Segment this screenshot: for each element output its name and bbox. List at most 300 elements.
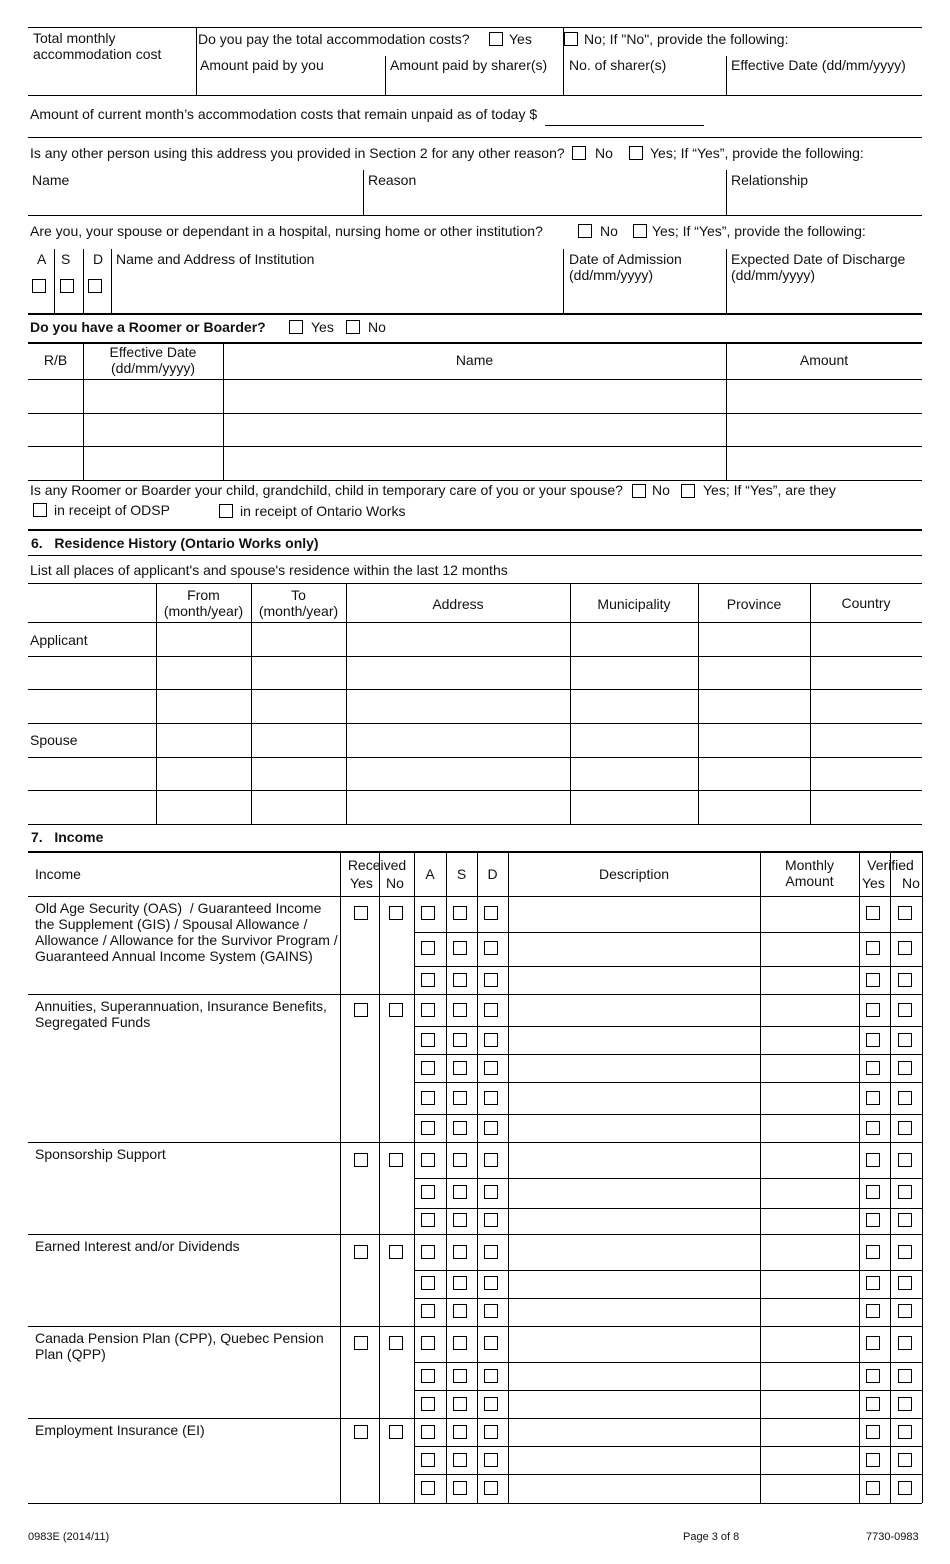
other-person-no-checkbox[interactable] — [572, 146, 586, 160]
income-verified-yes-checkbox[interactable] — [866, 1245, 880, 1259]
income-applicant-checkbox[interactable] — [421, 941, 435, 955]
income-verified-yes-checkbox[interactable] — [866, 1304, 880, 1318]
income-right-border — [922, 851, 923, 1503]
roomer-rb-input[interactable] — [32, 382, 84, 412]
roomer-effective-date-input[interactable] — [88, 449, 224, 479]
pay-total-no-label: No; If "No", provide the following: — [584, 31, 789, 47]
income-applicant-checkbox[interactable] — [421, 1033, 435, 1047]
income-verified-no-checkbox[interactable] — [898, 1397, 912, 1411]
institution-col-d: D — [93, 251, 104, 267]
residence-cell-input[interactable] — [350, 660, 570, 687]
income-spouse-checkbox[interactable] — [453, 1091, 467, 1105]
institution-col-s: S — [61, 251, 71, 267]
income-col-verified-yes: Yes — [862, 875, 885, 891]
income-header-bottom-rule — [28, 896, 922, 897]
residence-row-rule — [28, 689, 922, 690]
income-verified-yes-checkbox[interactable] — [866, 1213, 880, 1227]
residence-cell-input[interactable] — [702, 660, 810, 687]
roomer-amount-input[interactable] — [731, 416, 923, 445]
institution-dependant-checkbox[interactable] — [88, 279, 102, 293]
income-dependant-checkbox[interactable] — [484, 1121, 498, 1135]
income-monthly-amount-input[interactable] — [764, 997, 860, 1025]
income-monthly-amount-input[interactable] — [764, 935, 860, 965]
income-applicant-checkbox[interactable] — [421, 1453, 435, 1467]
income-received-yes-checkbox[interactable] — [354, 1425, 368, 1439]
income-spouse-checkbox[interactable] — [453, 906, 467, 920]
income-applicant-checkbox[interactable] — [421, 1153, 435, 1167]
institution-yes-checkbox[interactable] — [633, 224, 647, 238]
residence-cell-input[interactable] — [574, 727, 698, 755]
institution-applicant-checkbox[interactable] — [32, 279, 46, 293]
income-description-input[interactable] — [512, 935, 760, 965]
income-verified-no-checkbox[interactable] — [898, 1061, 912, 1075]
roomer-no-checkbox[interactable] — [346, 320, 360, 334]
income-description-input[interactable] — [512, 1329, 760, 1361]
residence-cell-input[interactable] — [702, 626, 810, 654]
income-applicant-checkbox[interactable] — [421, 1425, 435, 1439]
income-dependant-checkbox[interactable] — [484, 1033, 498, 1047]
vertical-rule — [385, 56, 386, 95]
vertical-rule — [379, 851, 380, 1503]
income-received-no-checkbox[interactable] — [389, 1336, 403, 1350]
roomer-col-rb: R/B — [43, 352, 68, 368]
income-monthly-amount-input[interactable] — [764, 1211, 860, 1233]
amount-paid-by-you-label: Amount paid by you — [200, 57, 324, 73]
income-applicant-checkbox[interactable] — [421, 1245, 435, 1259]
unpaid-amount-input[interactable] — [548, 104, 706, 126]
income-verified-no-checkbox[interactable] — [898, 1003, 912, 1017]
income-spouse-checkbox[interactable] — [453, 1369, 467, 1383]
income-spouse-checkbox[interactable] — [453, 1336, 467, 1350]
income-col-received-no: No — [386, 875, 404, 891]
vertical-rule — [508, 851, 509, 1503]
income-dependant-checkbox[interactable] — [484, 1304, 498, 1318]
income-applicant-checkbox[interactable] — [421, 1185, 435, 1199]
income-dependant-checkbox[interactable] — [484, 906, 498, 920]
income-applicant-checkbox[interactable] — [421, 1276, 435, 1290]
income-applicant-checkbox[interactable] — [421, 1304, 435, 1318]
income-verified-no-checkbox[interactable] — [898, 1033, 912, 1047]
income-spouse-checkbox[interactable] — [453, 1397, 467, 1411]
income-spouse-checkbox[interactable] — [453, 1061, 467, 1075]
income-type-label: Old Age Security (OAS) / Guaranteed Income the Supplement (GIS) / Spousal Allowance / Allowance / Allowance for the Survivor Program / Guaranteed Annual Income System (GAINS) — [35, 900, 338, 964]
other-person-relationship-input[interactable] — [731, 190, 923, 214]
income-monthly-amount-input[interactable] — [764, 1273, 860, 1297]
income-received-yes-checkbox[interactable] — [354, 1336, 368, 1350]
income-verified-yes-checkbox[interactable] — [866, 973, 880, 987]
income-dependant-checkbox[interactable] — [484, 1336, 498, 1350]
roomer-relative-no-checkbox[interactable] — [632, 484, 646, 498]
income-dependant-checkbox[interactable] — [484, 1397, 498, 1411]
vertical-rule — [570, 583, 571, 824]
income-dependant-checkbox[interactable] — [484, 1245, 498, 1259]
income-description-input[interactable] — [512, 1393, 760, 1417]
other-person-yes-checkbox[interactable] — [629, 146, 643, 160]
income-verified-no-checkbox[interactable] — [898, 941, 912, 955]
roomer-relative-yes-checkbox[interactable] — [681, 484, 695, 498]
income-verified-no-checkbox[interactable] — [898, 1213, 912, 1227]
income-verified-no-checkbox[interactable] — [898, 1425, 912, 1439]
residence-cell-input[interactable] — [255, 794, 346, 822]
income-verified-no-checkbox[interactable] — [898, 1453, 912, 1467]
income-verified-no-checkbox[interactable] — [898, 1185, 912, 1199]
income-received-no-checkbox[interactable] — [389, 1245, 403, 1259]
income-monthly-amount-input[interactable] — [764, 1301, 860, 1325]
income-description-input[interactable] — [512, 1237, 760, 1269]
institution-yes-label: Yes; If “Yes”, provide the following: — [652, 223, 866, 239]
residence-cell-input[interactable] — [160, 761, 251, 788]
income-monthly-amount-input[interactable] — [764, 1145, 860, 1177]
income-verified-yes-checkbox[interactable] — [866, 1481, 880, 1495]
pay-total-yes-label: Yes — [509, 31, 532, 47]
income-dependant-checkbox[interactable] — [484, 941, 498, 955]
income-subrow-rule — [414, 1446, 922, 1447]
income-spouse-checkbox[interactable] — [453, 1185, 467, 1199]
pay-total-question: Do you pay the total accommodation costs? — [198, 31, 470, 47]
income-col-verified-no: No — [902, 875, 920, 891]
income-monthly-amount-input[interactable] — [764, 1057, 860, 1081]
income-verified-yes-checkbox[interactable] — [866, 906, 880, 920]
other-person-no-label: No — [595, 145, 613, 161]
expected-discharge-label: Expected Date of Discharge (dd/mm/yyyy) — [731, 251, 906, 283]
income-verified-yes-checkbox[interactable] — [866, 1091, 880, 1105]
income-monthly-amount-input[interactable] — [764, 969, 860, 993]
income-monthly-amount-input[interactable] — [764, 1449, 860, 1473]
residence-cell-input[interactable] — [814, 727, 922, 755]
residence-cell-input[interactable] — [350, 626, 570, 654]
income-verified-no-checkbox[interactable] — [898, 1369, 912, 1383]
income-received-no-checkbox[interactable] — [389, 1153, 403, 1167]
residence-cell-input[interactable] — [574, 626, 698, 654]
income-monthly-amount-input[interactable] — [764, 1477, 860, 1502]
residence-cell-input[interactable] — [350, 693, 570, 721]
income-verified-no-checkbox[interactable] — [898, 1304, 912, 1318]
income-monthly-amount-input[interactable] — [764, 1029, 860, 1053]
income-applicant-checkbox[interactable] — [421, 1091, 435, 1105]
income-col-description: Description — [598, 866, 670, 882]
income-dependant-checkbox[interactable] — [484, 1185, 498, 1199]
income-monthly-amount-input[interactable] — [764, 1117, 860, 1141]
section-6-heading: 6. Residence History (Ontario Works only) — [31, 535, 319, 551]
income-verified-yes-checkbox[interactable] — [866, 941, 880, 955]
income-verified-no-checkbox[interactable] — [898, 1276, 912, 1290]
income-received-no-checkbox[interactable] — [389, 1425, 403, 1439]
income-spouse-checkbox[interactable] — [453, 1304, 467, 1318]
income-verified-yes-checkbox[interactable] — [866, 1276, 880, 1290]
residence-cell-input[interactable] — [255, 761, 346, 788]
income-verified-yes-checkbox[interactable] — [866, 1003, 880, 1017]
roomer-name-input[interactable] — [228, 416, 726, 445]
income-applicant-checkbox[interactable] — [421, 906, 435, 920]
income-dependant-checkbox[interactable] — [484, 1481, 498, 1495]
institution-no-checkbox[interactable] — [578, 224, 592, 238]
accommodation-effective-date-label: Effective Date (dd/mm/yyyy) — [731, 57, 906, 73]
vertical-rule — [726, 249, 727, 313]
income-verified-no-checkbox[interactable] — [898, 1336, 912, 1350]
residence-cell-input[interactable] — [702, 761, 810, 788]
income-description-input[interactable] — [512, 969, 760, 993]
roomer-effective-date-input[interactable] — [88, 416, 224, 445]
amount-paid-by-sharers-input[interactable] — [390, 74, 564, 94]
income-description-input[interactable] — [512, 997, 760, 1025]
income-type-label: Canada Pension Plan (CPP), Quebec Pension Plan (QPP) — [35, 1330, 324, 1362]
total-monthly-cost-label: Total monthly accommodation cost — [33, 30, 162, 62]
income-verified-yes-checkbox[interactable] — [866, 1453, 880, 1467]
roomer-rb-input[interactable] — [32, 416, 84, 445]
residence-cell-input[interactable] — [574, 660, 698, 687]
footer-form-number: 7730-0983 — [866, 1531, 919, 1543]
residence-cell-input[interactable] — [160, 693, 251, 721]
income-verified-no-checkbox[interactable] — [898, 973, 912, 987]
income-spouse-checkbox[interactable] — [453, 1033, 467, 1047]
income-subrow-rule — [414, 1026, 922, 1027]
income-dependant-checkbox[interactable] — [484, 1061, 498, 1075]
income-verified-no-checkbox[interactable] — [898, 1091, 912, 1105]
number-of-sharers-input[interactable] — [569, 74, 725, 94]
number-of-sharers-label: No. of sharer(s) — [569, 57, 667, 73]
income-description-input[interactable] — [512, 1301, 760, 1325]
income-description-input[interactable] — [512, 1365, 760, 1389]
income-applicant-checkbox[interactable] — [421, 973, 435, 987]
income-verified-yes-checkbox[interactable] — [866, 1061, 880, 1075]
income-monthly-amount-input[interactable] — [764, 1237, 860, 1269]
income-spouse-checkbox[interactable] — [453, 1121, 467, 1135]
roomer-relative-no-label: No — [652, 482, 670, 498]
residence-cell-input[interactable] — [160, 660, 251, 687]
vertical-rule — [760, 851, 761, 1503]
residence-cell-input[interactable] — [814, 794, 922, 822]
residence-row-rule — [28, 790, 922, 791]
residence-cell-input[interactable] — [350, 794, 570, 822]
residence-cell-input[interactable] — [814, 761, 922, 788]
income-verified-yes-checkbox[interactable] — [866, 1336, 880, 1350]
income-col-received: Received — [347, 857, 407, 873]
roomer-col-amount: Amount — [799, 352, 849, 368]
income-description-input[interactable] — [512, 1085, 760, 1113]
income-description-input[interactable] — [512, 1449, 760, 1473]
residence-col-to: To (month/year) — [258, 587, 339, 619]
income-verified-no-checkbox[interactable] — [898, 906, 912, 920]
residence-cell-input[interactable] — [255, 727, 346, 755]
income-col-d: D — [487, 866, 498, 882]
roomer-relative-yes-label: Yes; If “Yes”, are they — [703, 482, 836, 498]
residence-row-rule — [28, 723, 922, 724]
income-monthly-amount-input[interactable] — [764, 1421, 860, 1445]
residence-applicant-label: Applicant — [30, 632, 88, 648]
income-subrow-rule — [414, 1390, 922, 1391]
vertical-rule — [111, 249, 112, 313]
residence-cell-input[interactable] — [814, 660, 922, 687]
income-verified-no-checkbox[interactable] — [898, 1153, 912, 1167]
income-received-yes-checkbox[interactable] — [354, 906, 368, 920]
income-verified-no-checkbox[interactable] — [898, 1245, 912, 1259]
residence-cell-input[interactable] — [350, 761, 570, 788]
income-dependant-checkbox[interactable] — [484, 1003, 498, 1017]
income-verified-yes-checkbox[interactable] — [866, 1033, 880, 1047]
other-person-top-rule — [28, 137, 922, 138]
residence-cell-input[interactable] — [702, 727, 810, 755]
income-verified-yes-checkbox[interactable] — [866, 1369, 880, 1383]
income-description-input[interactable] — [512, 1145, 760, 1177]
income-dependant-checkbox[interactable] — [484, 1369, 498, 1383]
residence-cell-input[interactable] — [814, 693, 922, 721]
institution-name-address-label: Name and Address of Institution — [116, 251, 315, 267]
income-description-input[interactable] — [512, 1181, 760, 1207]
pay-total-yes-checkbox[interactable] — [489, 32, 503, 46]
residence-cell-input[interactable] — [574, 693, 698, 721]
income-dependant-checkbox[interactable] — [484, 1091, 498, 1105]
income-dependant-checkbox[interactable] — [484, 1276, 498, 1290]
income-description-input[interactable] — [512, 1057, 760, 1081]
accommodation-effective-date-input[interactable] — [731, 74, 923, 94]
roomer-col-name: Name — [455, 352, 494, 368]
income-type-label: Sponsorship Support — [35, 1146, 166, 1162]
residence-cell-input[interactable] — [350, 727, 570, 755]
roomer-yes-label: Yes — [311, 319, 334, 335]
roomer-amount-input[interactable] — [731, 382, 923, 412]
amount-paid-by-you-input[interactable] — [200, 74, 384, 94]
income-description-input[interactable] — [512, 1211, 760, 1233]
residence-cell-input[interactable] — [814, 626, 922, 654]
income-received-yes-checkbox[interactable] — [354, 1245, 368, 1259]
accommodation-bottom-rule — [28, 95, 922, 96]
vertical-rule — [810, 583, 811, 824]
income-applicant-checkbox[interactable] — [421, 1121, 435, 1135]
income-spouse-checkbox[interactable] — [453, 1481, 467, 1495]
other-person-name-label: Name — [32, 172, 70, 188]
residence-spouse-label: Spouse — [30, 732, 78, 748]
income-verified-yes-checkbox[interactable] — [866, 1121, 880, 1135]
income-spouse-checkbox[interactable] — [453, 1245, 467, 1259]
income-description-input[interactable] — [512, 1029, 760, 1053]
income-col-s: S — [456, 866, 467, 882]
income-subrow-rule — [414, 1298, 922, 1299]
residence-cell-input[interactable] — [574, 761, 698, 788]
roomer-name-input[interactable] — [228, 449, 726, 479]
roomer-row-rule — [28, 446, 922, 447]
income-subrow-rule — [414, 1178, 922, 1179]
income-monthly-amount-input[interactable] — [764, 1181, 860, 1207]
roomer-question: Do you have a Roomer or Boarder? — [30, 319, 266, 335]
income-verified-no-checkbox[interactable] — [898, 1481, 912, 1495]
date-of-admission-input[interactable] — [569, 288, 725, 310]
income-verified-yes-checkbox[interactable] — [866, 1425, 880, 1439]
income-subrow-rule — [414, 932, 922, 933]
residence-cell-input[interactable] — [702, 693, 810, 721]
income-spouse-checkbox[interactable] — [453, 1425, 467, 1439]
income-dependant-checkbox[interactable] — [484, 1425, 498, 1439]
income-description-input[interactable] — [512, 1477, 760, 1502]
residence-cell-input[interactable] — [255, 626, 346, 654]
footer-page-number: Page 3 of 8 — [683, 1531, 740, 1543]
income-received-no-checkbox[interactable] — [389, 1003, 403, 1017]
residence-cell-input[interactable] — [160, 626, 251, 654]
income-col-verified: Verified — [867, 857, 914, 873]
income-description-input[interactable] — [512, 899, 760, 931]
income-description-input[interactable] — [512, 1273, 760, 1297]
income-subrow-rule — [414, 1270, 922, 1271]
income-verified-yes-checkbox[interactable] — [866, 1153, 880, 1167]
income-spouse-checkbox[interactable] — [453, 1003, 467, 1017]
roomer-effective-date-input[interactable] — [88, 382, 224, 412]
income-dependant-checkbox[interactable] — [484, 1213, 498, 1227]
income-spouse-checkbox[interactable] — [453, 973, 467, 987]
income-description-input[interactable] — [512, 1117, 760, 1141]
institution-bottom-rule — [28, 313, 922, 315]
income-verified-yes-checkbox[interactable] — [866, 1397, 880, 1411]
income-received-yes-checkbox[interactable] — [354, 1003, 368, 1017]
residence-cell-input[interactable] — [160, 794, 251, 822]
residence-cell-input[interactable] — [255, 693, 346, 721]
income-received-yes-checkbox[interactable] — [354, 1153, 368, 1167]
income-monthly-amount-input[interactable] — [764, 1085, 860, 1113]
vertical-rule — [890, 851, 891, 1503]
roomer-yes-checkbox[interactable] — [289, 320, 303, 334]
roomer-table-bottom-rule — [28, 480, 922, 481]
residence-cell-input[interactable] — [702, 794, 810, 822]
income-dependant-checkbox[interactable] — [484, 1153, 498, 1167]
roomer-row-rule — [28, 413, 922, 414]
income-monthly-amount-input[interactable] — [764, 899, 860, 931]
income-verified-no-checkbox[interactable] — [898, 1121, 912, 1135]
income-applicant-checkbox[interactable] — [421, 1397, 435, 1411]
footer-form-code: 0983E (2014/11) — [28, 1531, 110, 1543]
other-person-reason-input[interactable] — [368, 190, 726, 214]
income-applicant-checkbox[interactable] — [421, 1061, 435, 1075]
roomer-name-input[interactable] — [228, 382, 726, 412]
income-spouse-checkbox[interactable] — [453, 1453, 467, 1467]
total-monthly-cost-input[interactable] — [33, 70, 197, 94]
vertical-rule — [54, 249, 55, 313]
income-applicant-checkbox[interactable] — [421, 1003, 435, 1017]
residence-cell-input[interactable] — [255, 660, 346, 687]
vertical-rule — [563, 249, 564, 313]
odsp-receipt-checkbox[interactable] — [33, 503, 47, 517]
income-subrow-rule — [414, 1082, 922, 1083]
ontario-works-receipt-checkbox[interactable] — [219, 504, 233, 518]
institution-spouse-checkbox[interactable] — [60, 279, 74, 293]
income-spouse-checkbox[interactable] — [453, 1153, 467, 1167]
accommodation-top-rule — [28, 27, 922, 28]
income-spouse-checkbox[interactable] — [453, 1213, 467, 1227]
income-verified-yes-checkbox[interactable] — [866, 1185, 880, 1199]
expected-discharge-input[interactable] — [731, 288, 923, 310]
income-applicant-checkbox[interactable] — [421, 1336, 435, 1350]
pay-total-no-checkbox[interactable] — [564, 32, 578, 46]
income-applicant-checkbox[interactable] — [421, 1213, 435, 1227]
vertical-rule — [414, 851, 415, 1503]
income-description-input[interactable] — [512, 1421, 760, 1445]
income-spouse-checkbox[interactable] — [453, 941, 467, 955]
income-group-bottom-rule — [28, 1418, 922, 1419]
roomer-rb-input[interactable] — [32, 449, 84, 479]
income-applicant-checkbox[interactable] — [421, 1369, 435, 1383]
institution-name-address-input[interactable] — [116, 272, 562, 310]
income-monthly-amount-input[interactable] — [764, 1365, 860, 1389]
income-applicant-checkbox[interactable] — [421, 1481, 435, 1495]
residence-cell-input[interactable] — [160, 727, 251, 755]
income-spouse-checkbox[interactable] — [453, 1276, 467, 1290]
residence-cell-input[interactable] — [574, 794, 698, 822]
income-dependant-checkbox[interactable] — [484, 1453, 498, 1467]
other-person-name-input[interactable] — [32, 190, 362, 214]
income-group-bottom-rule — [28, 1326, 922, 1327]
roomer-amount-input[interactable] — [731, 449, 923, 479]
income-received-no-checkbox[interactable] — [389, 906, 403, 920]
income-monthly-amount-input[interactable] — [764, 1393, 860, 1417]
income-dependant-checkbox[interactable] — [484, 973, 498, 987]
income-monthly-amount-input[interactable] — [764, 1329, 860, 1361]
